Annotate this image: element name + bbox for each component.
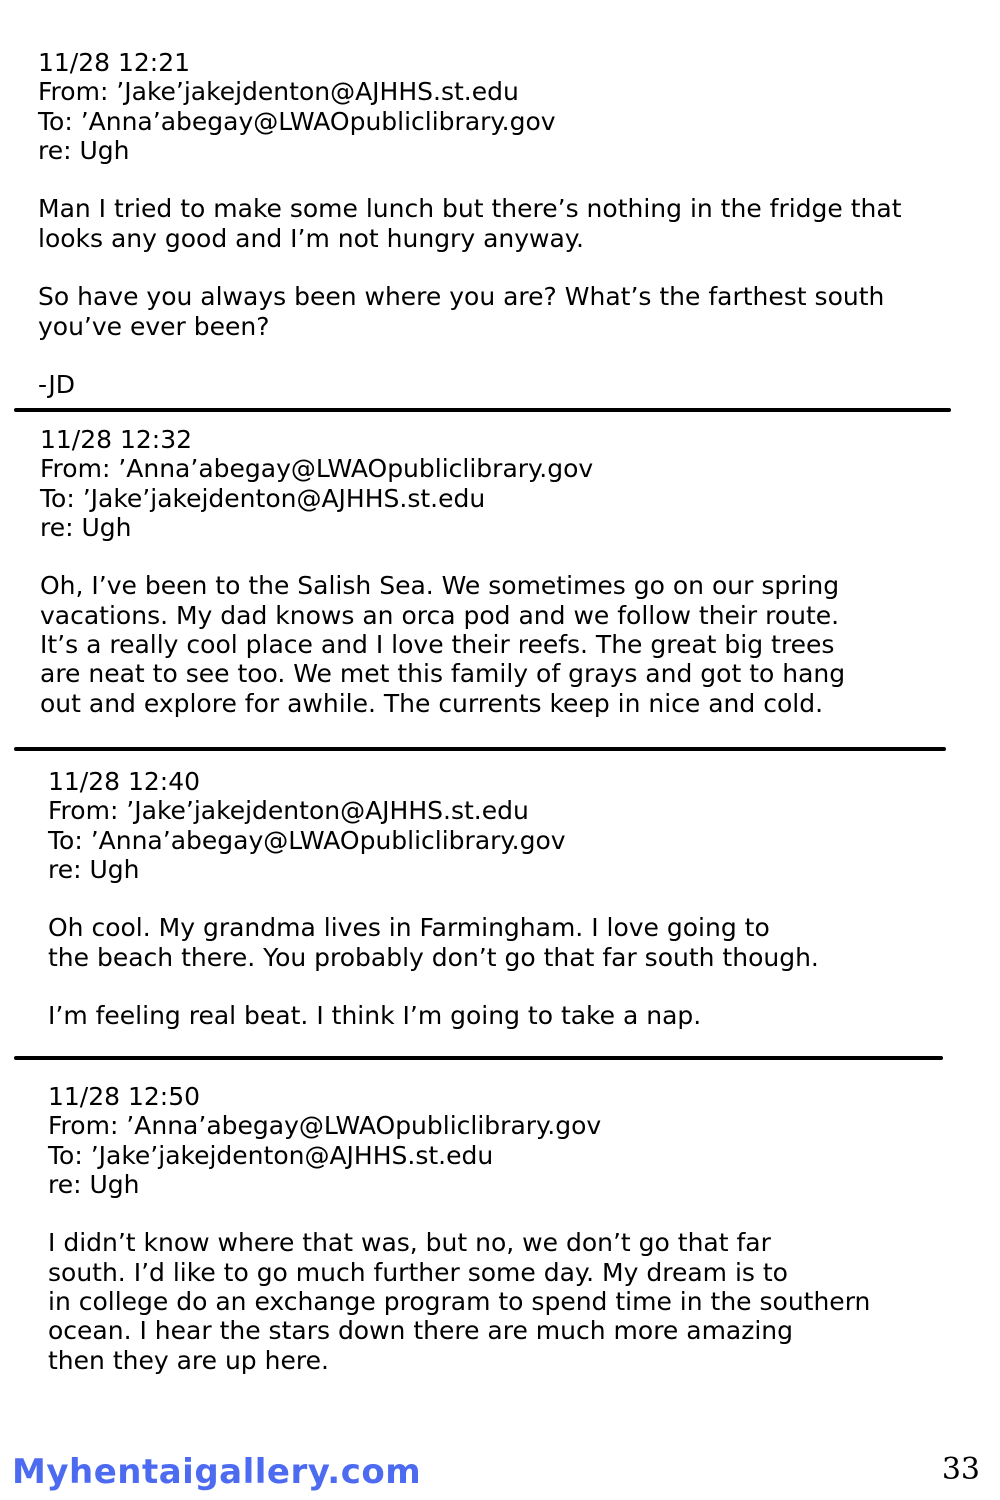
email-subject: re: Ugh	[40, 512, 132, 542]
email-from: From: ’Jake’jakejdenton@AJHHS.st.edu	[38, 77, 519, 107]
email-body-line: are neat to see too. We met this family of grays and got to hang	[40, 659, 846, 689]
email-body-line: south. I’d like to go much further some day. My dream is to	[48, 1257, 788, 1287]
divider	[14, 408, 951, 412]
email-subject: re: Ugh	[48, 1169, 140, 1199]
email-body-line: in college do an exchange program to spend time in the southern	[48, 1287, 871, 1317]
email-timestamp: 11/28 12:21	[38, 48, 191, 77]
email-from: From: ’Jake’jakejdenton@AJHHS.st.edu	[48, 796, 529, 826]
email-body-line: ocean. I hear the stars down there are much more amazing	[48, 1316, 794, 1346]
email-body-line: then they are up here.	[48, 1345, 329, 1375]
email-to: To: ’Anna’abegay@LWAOpubliclibrary.gov	[38, 106, 556, 136]
email-message	[38, 48, 902, 400]
email-body-line: vacations. My dad knows an orca pod and we follow their route.	[40, 600, 840, 630]
email-body-line: Oh, I’ve been to the Salish Sea. We sometimes go on our spring	[40, 571, 840, 601]
email-body-line: It’s a really cool place and I love their reefs. The great big trees	[40, 630, 835, 660]
divider	[14, 1056, 943, 1060]
email-subject: re: Ugh	[38, 135, 130, 165]
email-body-line: Man I tried to make some lunch but there’s nothing in the fridge that	[38, 194, 902, 224]
email-body-line: I’m feeling real beat. I think I’m going to take a nap.	[48, 1001, 702, 1031]
page-number: 33	[941, 1452, 980, 1487]
email-from: From: ’Anna’abegay@LWAOpubliclibrary.gov	[48, 1111, 602, 1141]
email-subject: re: Ugh	[48, 854, 140, 884]
watermark-text: Myhentaigallery.com	[12, 1452, 422, 1492]
email-body-line: you’ve ever been?	[38, 311, 270, 341]
email-message	[40, 425, 845, 718]
email-timestamp: 11/28 12:40	[48, 767, 201, 796]
email-body-line: the beach there. You probably don’t go that far south though.	[48, 942, 819, 972]
email-body-line: out and explore for awhile. The currents keep in nice and cold.	[40, 688, 824, 718]
email-signature: -JD	[38, 370, 76, 400]
email-to: To: ’Jake’jakejdenton@AJHHS.st.edu	[48, 1140, 494, 1170]
email-timestamp: 11/28 12:32	[40, 425, 193, 454]
email-to: To: ’Anna’abegay@LWAOpubliclibrary.gov	[48, 825, 566, 855]
email-body-line: Oh cool. My grandma lives in Farmingham. I love going to	[48, 913, 770, 943]
email-body-line: looks any good and I’m not hungry anyway.	[38, 223, 584, 253]
divider	[14, 747, 946, 751]
email-body-line: I didn’t know where that was, but no, we don’t go that far	[48, 1228, 771, 1258]
email-timestamp: 11/28 12:50	[48, 1082, 201, 1111]
email-to: To: ’Jake’jakejdenton@AJHHS.st.edu	[40, 483, 486, 513]
email-from: From: ’Anna’abegay@LWAOpubliclibrary.gov	[40, 454, 594, 484]
email-body-line: So have you always been where you are? What’s the farthest south	[38, 282, 885, 312]
email-message	[48, 767, 819, 1031]
email-message	[48, 1082, 870, 1375]
